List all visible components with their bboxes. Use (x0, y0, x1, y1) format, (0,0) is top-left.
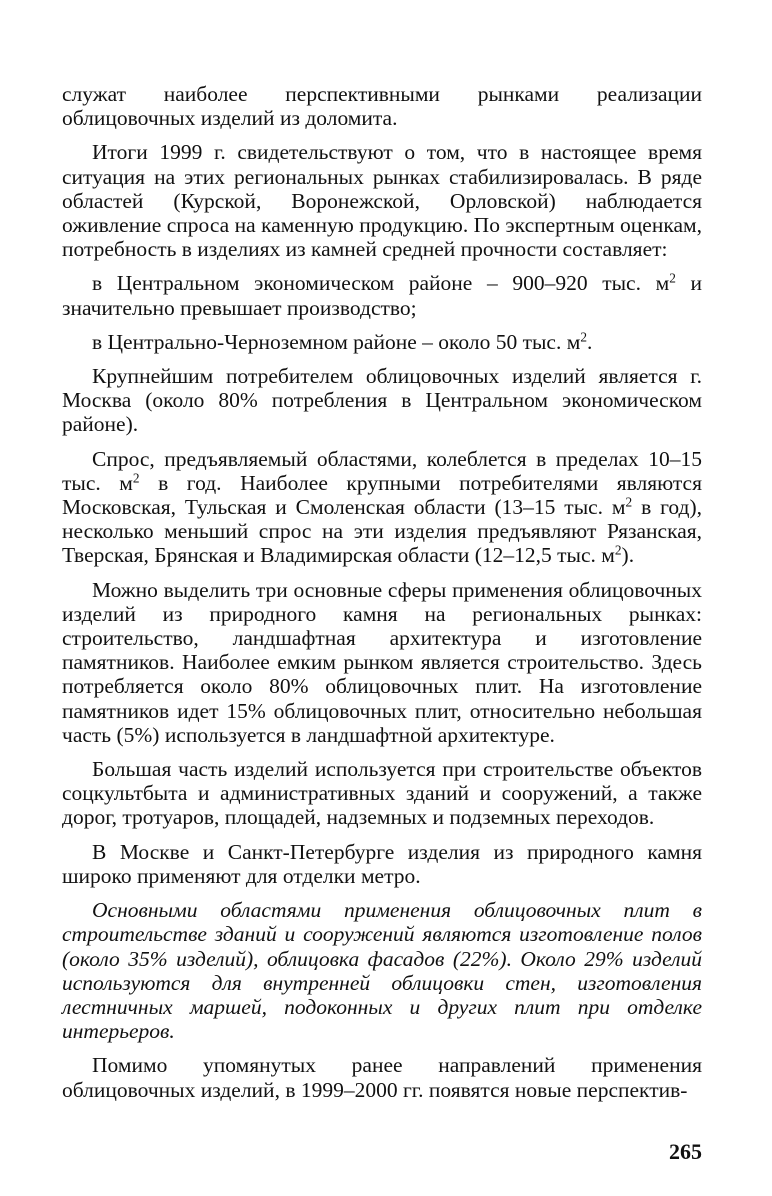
paragraph-continuation: служат наиболее перспективными рынками реализации облицовочных изделий из доломита. (62, 82, 702, 131)
paragraph-main-areas-italic: Основными областями применения облицовочных плит в строительстве зданий и сооружений являются изготовление полов (около 35% изделий), облицовка фасадов (22%). Около 29% изделий используются для внутренней облицовки стен, изготовления лестничных маршей, подоконных и других плит при отделке интерьеров. (62, 898, 702, 1044)
superscript: 2 (580, 329, 587, 345)
superscript: 2 (625, 494, 633, 510)
paragraph-new-directions: Помимо упомянутых ранее направлений применения облицовочных изделий, в 1999–2000 гг. появятся новые перспектив- (62, 1053, 702, 1102)
superscript: 2 (669, 271, 676, 287)
paragraph-construction-use: Большая часть изделий используется при строительстве объектов соцкультбыта и административных зданий и сооружений, а также дорог, тротуаров, площадей, надземных и подземных переходов. (62, 757, 702, 830)
superscript: 2 (614, 543, 622, 559)
paragraph-metro: В Москве и Санкт-Петербурге изделия из природного камня широко применяют для отделки метро. (62, 839, 702, 888)
paragraph-black-earth-region: в Центрально-Черноземном районе – около 50 тыс. $м^2$. (92, 329, 593, 354)
paragraph-demand: Спрос, предъявляемый областями, колеблется в пределах 10–15 тыс. $м^2$ в год. Наиболее крупными потребителями являются Московская, Тульская и Смоленская области (13–15 тыс. $м^2$ в год), несколько меньший спрос на эти изделия предъявляют Рязанская, Тверская, Брянская и Владимирская области (12–12,5 тыс. $м^2$). (62, 446, 702, 568)
paragraph-results-1999: Итоги 1999 г. свидетельствуют о том, что в настоящее время ситуация на этих региональных рынках стабилизировалась. В ряде областей (Курской, Воронежской, Орловской) наблюдается оживление спроса на каменную продукцию. По экспертным оценкам, потребность в изделиях из камней средней прочности составляет: (62, 140, 702, 262)
page-number: 265 (669, 1139, 702, 1164)
paragraph-largest-consumer: Крупнейшим потребителем облицовочных изделий является г. Москва (около 80% потребления в Центральном экономическом районе). (62, 364, 702, 437)
paragraph-application-spheres: Можно выделить три основные сферы применения облицовочных изделий из природного камня на региональных рынках: строительство, ландшафтная архитектура и изготовление памятников. Наиболее емким рынком является строительство. Здесь потребляется около 80% облицовочных плит. На изготовление памятников идет 15% облицовочных плит, относительно небольшая часть (5%) используется в ландшафтной архитектуре. (62, 577, 702, 747)
paragraph-central-region: в Центральном экономическом районе – 900–920 тыс. $м^2$ и значительно превышает производство; (62, 271, 702, 320)
superscript: 2 (132, 470, 140, 486)
